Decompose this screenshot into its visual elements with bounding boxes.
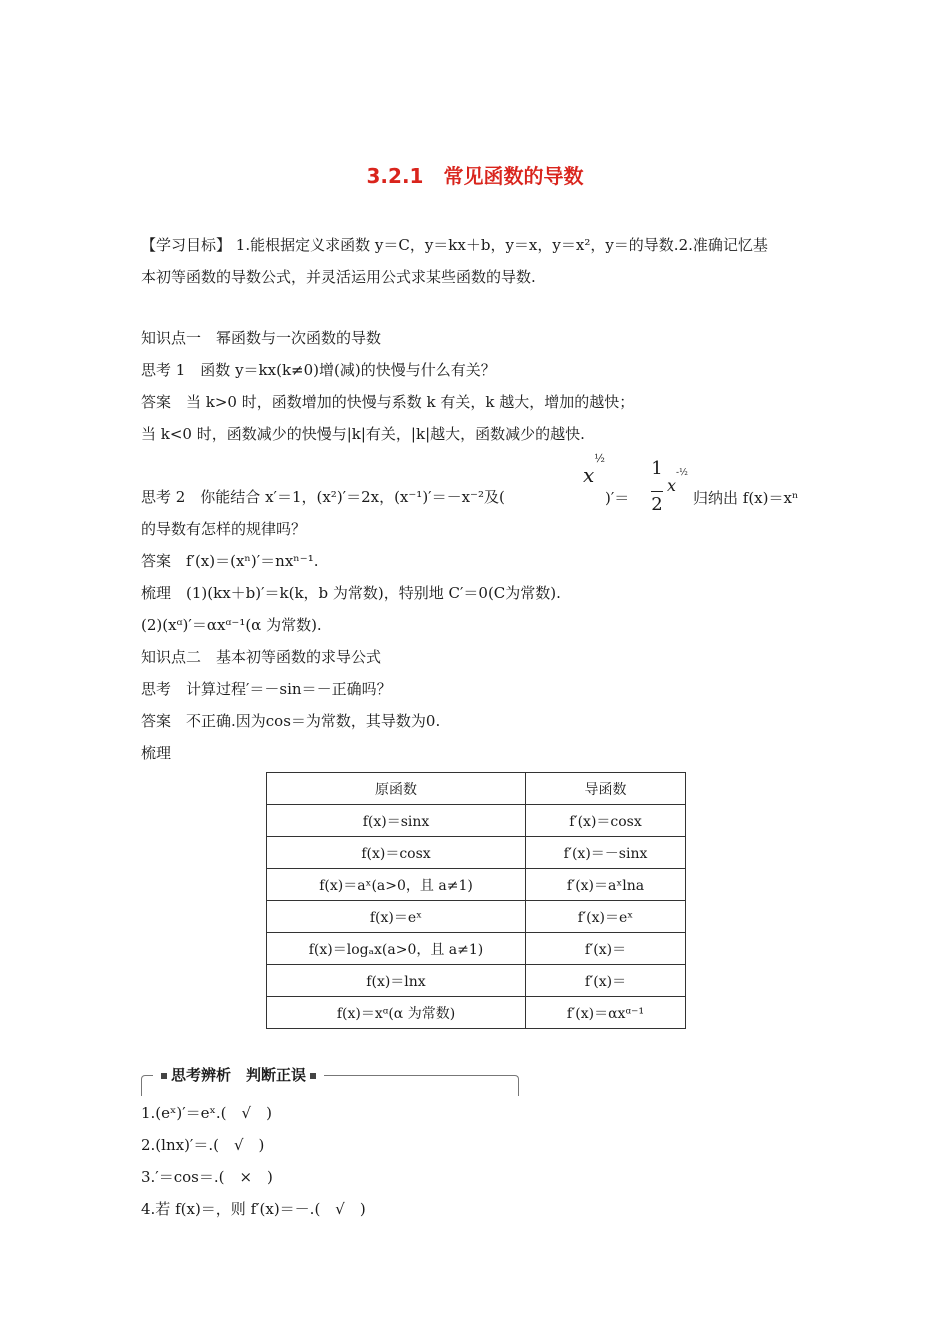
- table-header-original: 原函数: [267, 773, 526, 805]
- answer-1b: 当 k<0 时，函数减少的快慢与|k|有关，|k|越大，函数减少的越快.: [141, 425, 585, 443]
- learning-goal-text: 1.能根据定义求函数 y＝C，y＝kx＋b，y＝x，y＝x²，y＝的导数.2.准确记忆基: [235, 236, 768, 254]
- judge-label: [153, 1066, 324, 1084]
- table-cell: f′(x)＝αxᵅ⁻¹: [526, 997, 686, 1029]
- table-row: [267, 805, 686, 837]
- table-cell: f(x)＝logₐx(a>0，且 a≠1): [267, 933, 526, 965]
- table-cell: f′(x)＝eˣ: [526, 901, 686, 933]
- judge-item: 3.′＝cos＝.( × ): [141, 1168, 273, 1186]
- section-heading-1: 知识点一 幂函数与一次函数的导数: [141, 329, 382, 347]
- answer-2: 答案 f′(x)＝(xⁿ)′＝nxⁿ⁻¹.: [141, 552, 319, 570]
- table-cell: f(x)＝lnx: [267, 965, 526, 997]
- learning-goal-line2: 本初等函数的导数公式，并灵活运用公式求某些函数的导数.: [141, 268, 536, 286]
- table-header-row: [267, 773, 686, 805]
- learning-goal-label: 【学习目标】: [141, 236, 232, 254]
- table-cell: f′(x)＝aˣlna: [526, 869, 686, 901]
- think-2-line1: [141, 487, 505, 507]
- summary-3: 梳理: [141, 744, 172, 762]
- x-neg-half-power: $x^{-\frac{1}{2}}$: [667, 467, 688, 495]
- section-heading-2: 知识点二 基本初等函数的求导公式: [141, 648, 382, 666]
- table-cell: f(x)＝aˣ(a>0，且 a≠1): [267, 869, 526, 901]
- summary-1: 梳理 (1)(kx＋b)′＝k(k，b 为常数)，特别地 C′＝0(C为常数).: [141, 584, 561, 602]
- page-title: 3.2.1 常见函数的导数: [366, 164, 584, 188]
- table-row: [267, 933, 686, 965]
- table-row: [267, 869, 686, 901]
- table-row: [267, 901, 686, 933]
- square-bullet-icon: [310, 1073, 316, 1079]
- table-cell: f′(x)＝: [526, 965, 686, 997]
- think-2-part-a: 思考 2 你能结合 x′＝1，(x²)′＝2x，(x⁻¹)′＝－x⁻²及(: [141, 488, 505, 506]
- judge-item: 2.(lnx)′＝.( √ ): [141, 1136, 265, 1154]
- judge-item: 1.(eˣ)′＝eˣ.( √ ): [141, 1104, 272, 1122]
- table-cell: f(x)＝xᵅ(α 为常数): [267, 997, 526, 1029]
- judge-section-header: [141, 1066, 519, 1090]
- think-2-part-b: )′＝: [605, 489, 630, 507]
- table-cell: f′(x)＝－sinx: [526, 837, 686, 869]
- table-row: [267, 997, 686, 1029]
- table-cell: f(x)＝cosx: [267, 837, 526, 869]
- judge-item: 4.若 f(x)＝，则 f′(x)＝－.( √ ): [141, 1200, 366, 1218]
- think-1: 思考 1 函数 y＝kx(k≠0)增(减)的快慢与什么有关？: [141, 361, 496, 379]
- think-3: 思考 计算过程′＝－sin＝－正确吗？: [141, 680, 392, 698]
- x-half-power: $x^{\frac{1}{2}}$: [583, 452, 605, 487]
- square-bullet-icon: [161, 1073, 167, 1079]
- table-cell: f′(x)＝cosx: [526, 805, 686, 837]
- table-cell: f(x)＝sinx: [267, 805, 526, 837]
- answer-1a: 答案 当 k>0 时，函数增加的快慢与系数 k 有关，k 越大，增加的越快；: [141, 393, 635, 411]
- table-header-derivative: 导函数: [526, 773, 686, 805]
- summary-2: (2)(xᵅ)′＝αxᵅ⁻¹(α 为常数).: [141, 616, 322, 634]
- learning-goal-line1: [141, 235, 768, 255]
- think-2-part-c: 归纳出 f(x)＝xⁿ: [693, 489, 799, 507]
- table-row: [267, 837, 686, 869]
- table-cell: f′(x)＝: [526, 933, 686, 965]
- derivative-formula-table: [266, 772, 686, 1029]
- think-2-line2: 的导数有怎样的规律吗？: [141, 520, 307, 538]
- answer-3: 答案 不正确.因为cos＝为常数，其导数为0.: [141, 712, 441, 730]
- table-cell: f(x)＝eˣ: [267, 901, 526, 933]
- table-row: [267, 965, 686, 997]
- judge-label-text: 思考辨析 判断正误: [171, 1066, 307, 1084]
- half-coefficient: 1 2: [651, 458, 663, 515]
